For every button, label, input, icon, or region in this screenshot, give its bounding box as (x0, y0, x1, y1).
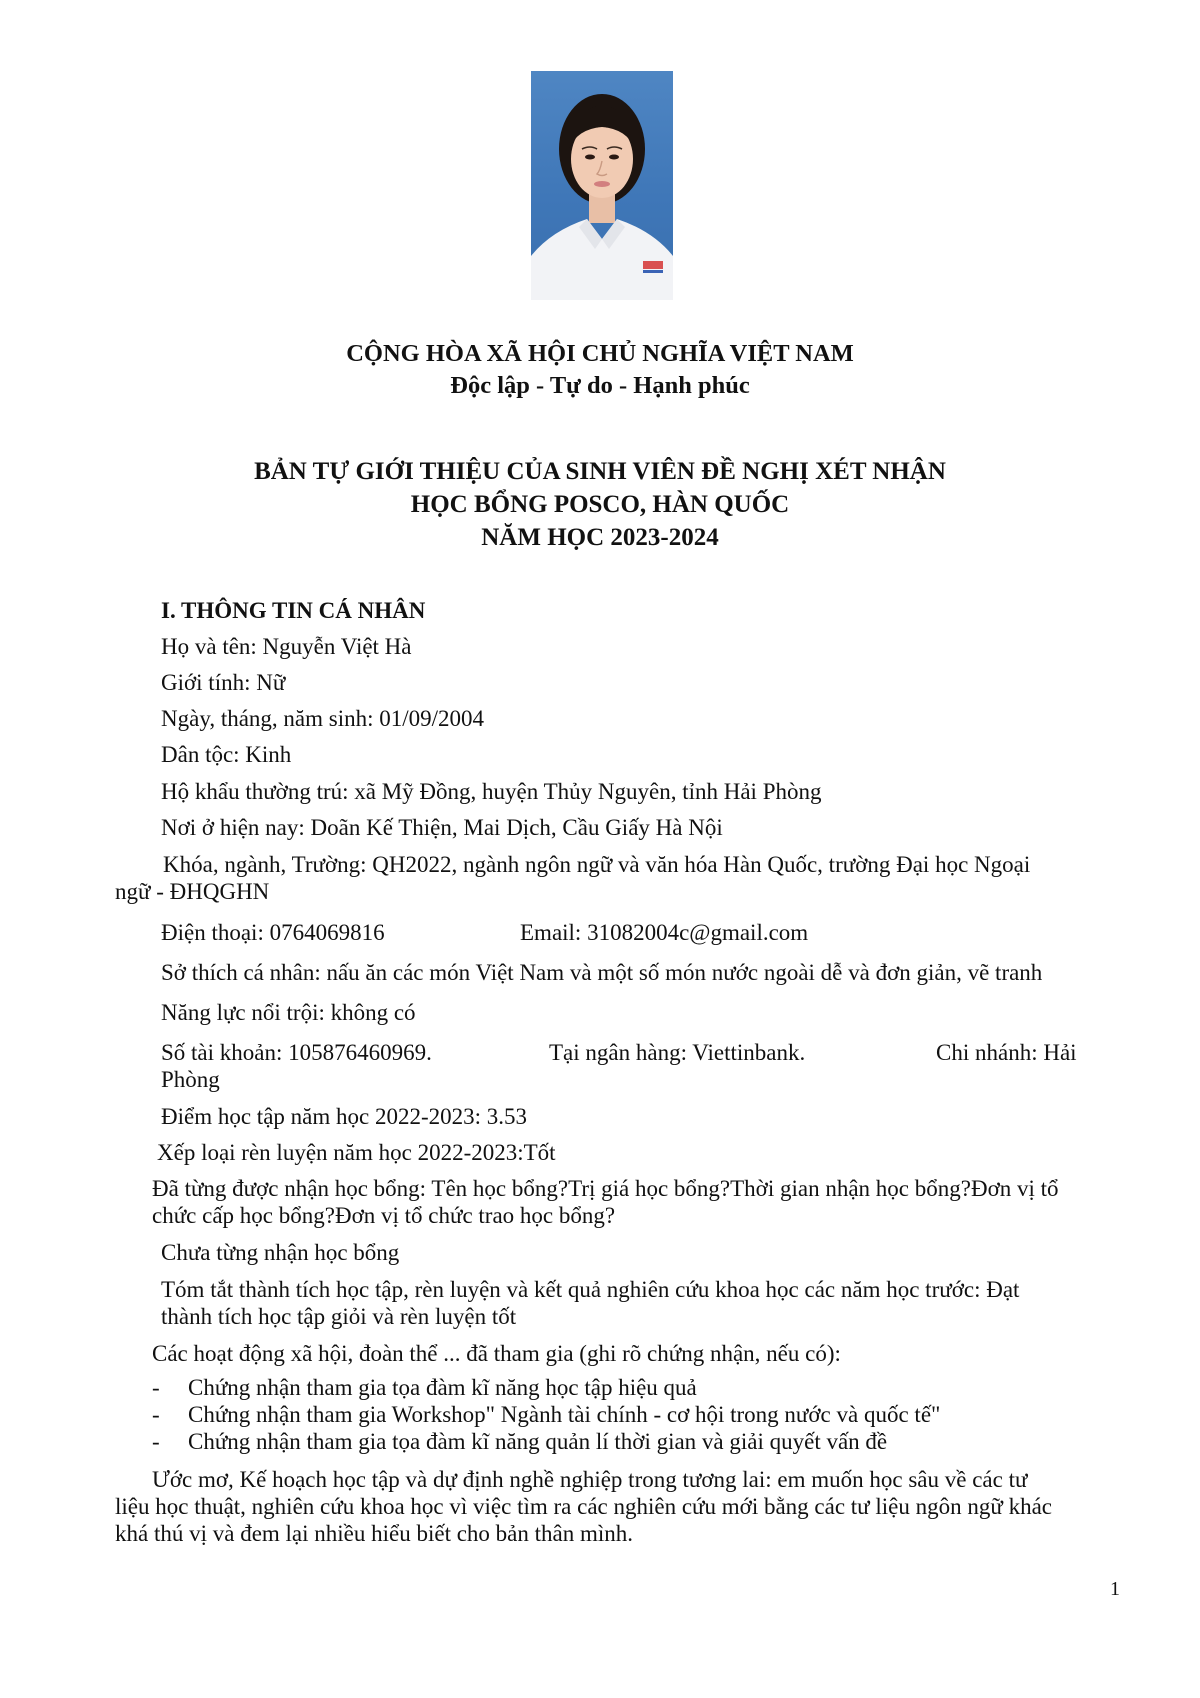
page-number: 1 (1110, 1578, 1120, 1600)
field-conduct: Xếp loại rèn luyện năm học 2022-2023:Tốt (157, 1140, 556, 1165)
field-phone: Điện thoại: 0764069816 (161, 920, 385, 945)
field-ethnicity: Dân tộc: Kinh (161, 742, 292, 767)
section-heading: I. THÔNG TIN CÁ NHÂN (161, 598, 426, 623)
field-gender: Giới tính: Nữ (161, 670, 286, 695)
field-hobbies: Sở thích cá nhân: nấu ăn các món Việt Nam và một số món nước ngoài dễ và đơn giản, vẽ tranh (161, 960, 1043, 985)
field-activities-intro: Các hoạt động xã hội, đoàn thể ... đã tham gia (ghi rõ chứng nhận, nếu có): (152, 1341, 841, 1366)
field-achievements-line2: thành tích học tập giỏi và rèn luyện tốt (161, 1304, 517, 1329)
field-email: Email: 31082004c@gmail.com (520, 920, 809, 945)
field-course-line1: Khóa, ngành, Trường: QH2022, ngành ngôn ngữ và văn hóa Hàn Quốc, trường Đại học Ngoại (163, 852, 1031, 877)
field-current-address: Nơi ở hiện nay: Doãn Kế Thiện, Mai Dịch, Cầu Giấy Hà Nội (161, 815, 723, 840)
field-scholarship-question-line2: chức cấp học bổng?Đơn vị tổ chức trao học bổng? (152, 1203, 616, 1228)
portrait-photo (531, 71, 673, 300)
field-branch-line2: Phòng (161, 1067, 220, 1092)
field-permanent-address: Hộ khẩu thường trú: xã Mỹ Đồng, huyện Thủy Nguyên, tỉnh Hải Phòng (161, 779, 822, 804)
activity-item: Chứng nhận tham gia Workshop" Ngành tài chính - cơ hội trong nước và quốc tế" (188, 1402, 941, 1427)
activity-bullet: - (152, 1375, 160, 1400)
field-dob: Ngày, tháng, năm sinh: 01/09/2004 (161, 706, 485, 731)
field-branch-line1: Chi nhánh: Hải (936, 1040, 1077, 1065)
national-motto: Độc lập - Tự do - Hạnh phúc (450, 372, 750, 399)
activity-bullet: - (152, 1402, 160, 1427)
portrait-illustration (531, 71, 673, 300)
field-strengths: Năng lực nổi trội: không có (161, 1000, 416, 1025)
activity-item: Chứng nhận tham gia tọa đàm kĩ năng học tập hiệu quả (188, 1375, 697, 1400)
field-gpa: Điểm học tập năm học 2022-2023: 3.53 (161, 1104, 528, 1129)
field-dream-line3: khá thú vị và đem lại nhiều hiểu biết cho bản thân mình. (115, 1521, 634, 1546)
field-scholarship-question-line1: Đã từng được nhận học bổng: Tên học bổng?Trị giá học bổng?Thời gian nhận học bổng?Đơn vị tổ (152, 1176, 1059, 1201)
field-account: Số tài khoản: 105876460969. (161, 1040, 432, 1065)
document-title-line3: NĂM HỌC 2023-2024 (481, 524, 719, 551)
activity-item: Chứng nhận tham gia tọa đàm kĩ năng quản lí thời gian và giải quyết vấn đề (188, 1429, 888, 1454)
national-title: CỘNG HÒA XÃ HỘI CHỦ NGHĨA VIỆT NAM (346, 340, 854, 367)
field-dream-line2: liệu học thuật, nghiên cứu khoa học vì việc tìm ra các nghiên cứu mới bằng các tư liệu ngôn ngữ khác (115, 1494, 1053, 1519)
field-scholarship-answer: Chưa từng nhận học bổng (161, 1240, 400, 1265)
field-name: Họ và tên: Nguyễn Việt Hà (161, 634, 412, 659)
field-achievements-line1: Tóm tắt thành tích học tập, rèn luyện và kết quả nghiên cứu khoa học các năm học trước: Đạt (161, 1277, 1020, 1302)
document-title-line2: HỌC BỔNG POSCO, HÀN QUỐC (410, 491, 790, 518)
field-bank: Tại ngân hàng: Viettinbank. (549, 1040, 806, 1065)
field-dream-line1: Ước mơ, Kế hoạch học tập và dự định nghề nghiệp trong tương lai: em muốn học sâu về các tư (152, 1467, 1028, 1492)
document-title-line1: BẢN TỰ GIỚI THIỆU CỦA SINH VIÊN ĐỀ NGHỊ XÉT NHẬN (254, 458, 946, 485)
field-course-line2: ngữ - ĐHQGHN (115, 879, 270, 904)
activity-bullet: - (152, 1429, 160, 1454)
